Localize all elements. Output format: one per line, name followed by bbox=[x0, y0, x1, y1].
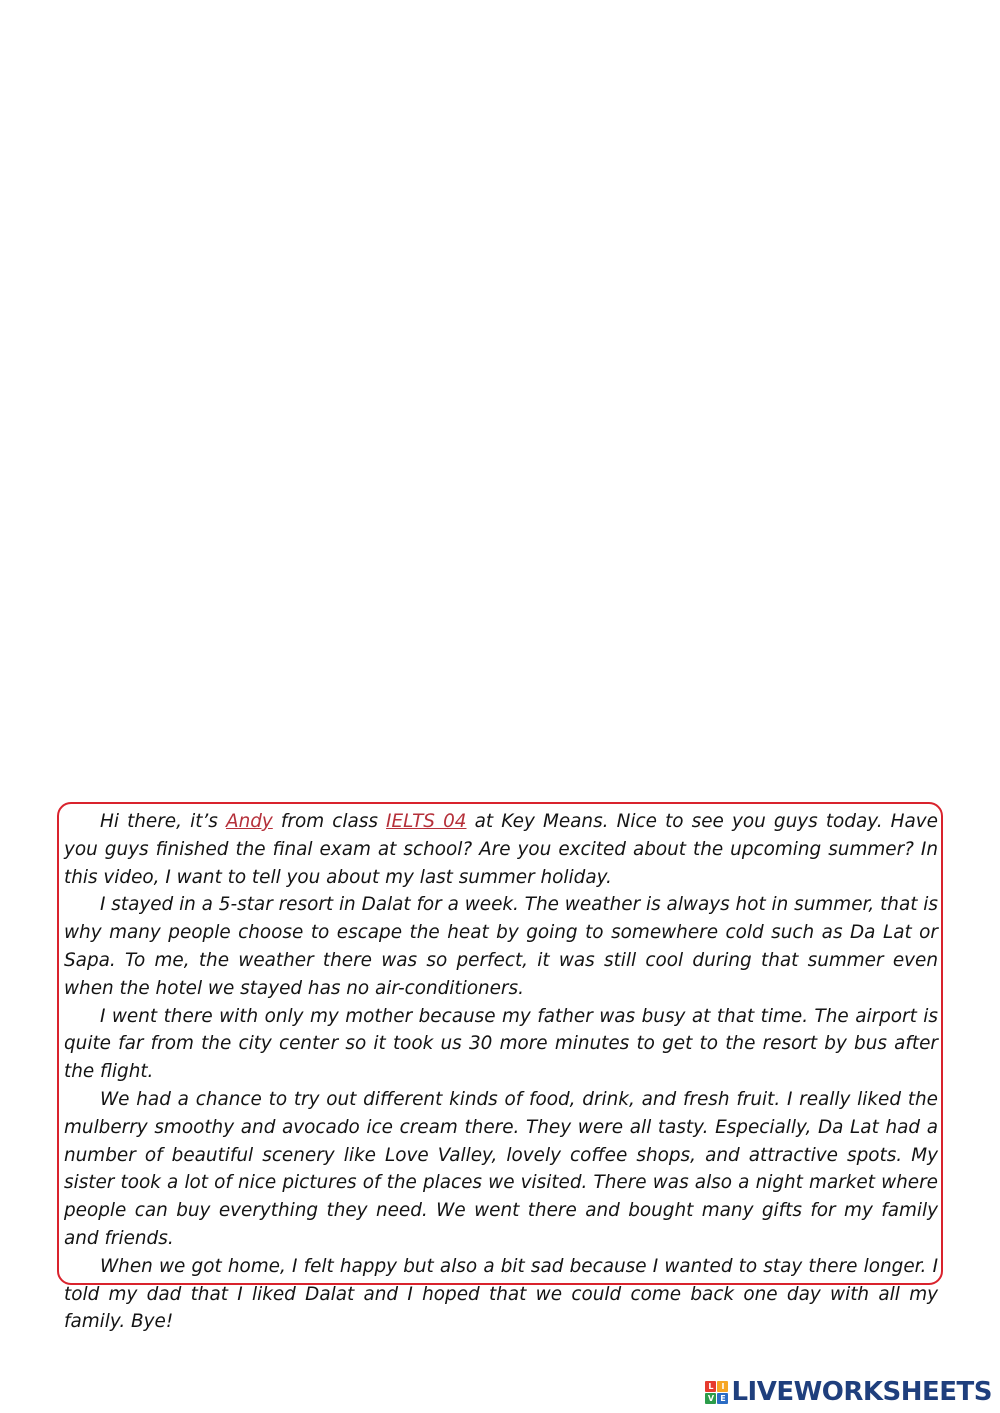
liveworksheets-logo[interactable] bbox=[705, 1377, 992, 1407]
paragraph-1 bbox=[64, 808, 938, 891]
logo-block-e: E bbox=[717, 1393, 728, 1404]
logo-block-l: L bbox=[705, 1381, 716, 1392]
paragraph-4: We had a chance to try out different kinds of food, drink, and fresh fruit. I really liked the mulberry smoothy and avocado ice cream there. They were all tasty. Especially, Da Lat had a number of beautiful scenery like Love Valley, lovely coffee shops, and attractive spots. My sister took a lot of nice pictures of the places we visited. There was also a night market where people can buy everything they need. We went there and bought many gifts for my family and friends. bbox=[64, 1088, 938, 1249]
logo-block-v: V bbox=[705, 1393, 716, 1404]
name-link[interactable]: Andy bbox=[225, 811, 273, 832]
logo-blocks-icon bbox=[705, 1381, 728, 1404]
paragraph-1-intro: Hi there, it’s bbox=[100, 811, 226, 832]
class-link[interactable]: IELTS 04 bbox=[386, 811, 467, 832]
paragraph-2: I stayed in a 5-star resort in Dalat for a week. The weather is always hot in summer, that is why many people choose to escape the heat by going to somewhere cold such as Da Lat or Sapa. To me, the weather there was so perfect, it was still cool during that summer even when the hotel we stayed has no air-conditioners. bbox=[64, 894, 938, 999]
logo-text: LIVEWORKSHEETS bbox=[731, 1377, 992, 1407]
reading-passage-box bbox=[57, 802, 943, 1333]
paragraph-1-between: from class bbox=[272, 811, 387, 832]
logo-block-i: I bbox=[717, 1381, 728, 1392]
paragraph-1-rest: at Key Means. Nice to see you guys today. Have you guys finished the final exam at school? Are you excited about the upcoming summer? In this video, I want to tell you about my last summer holiday. bbox=[64, 811, 938, 888]
paragraph-5: When we got home, I felt happy but also a bit sad because I wanted to stay there longer. I told my dad that I liked Dalat and I hoped that we could come back one day with all my family. Bye! bbox=[64, 1255, 938, 1333]
paragraph-3: I went there with only my mother because my father was busy at that time. The airport is quite far from the city center so it took us 30 more minutes to get to the resort by bus after the flight. bbox=[64, 1005, 938, 1083]
